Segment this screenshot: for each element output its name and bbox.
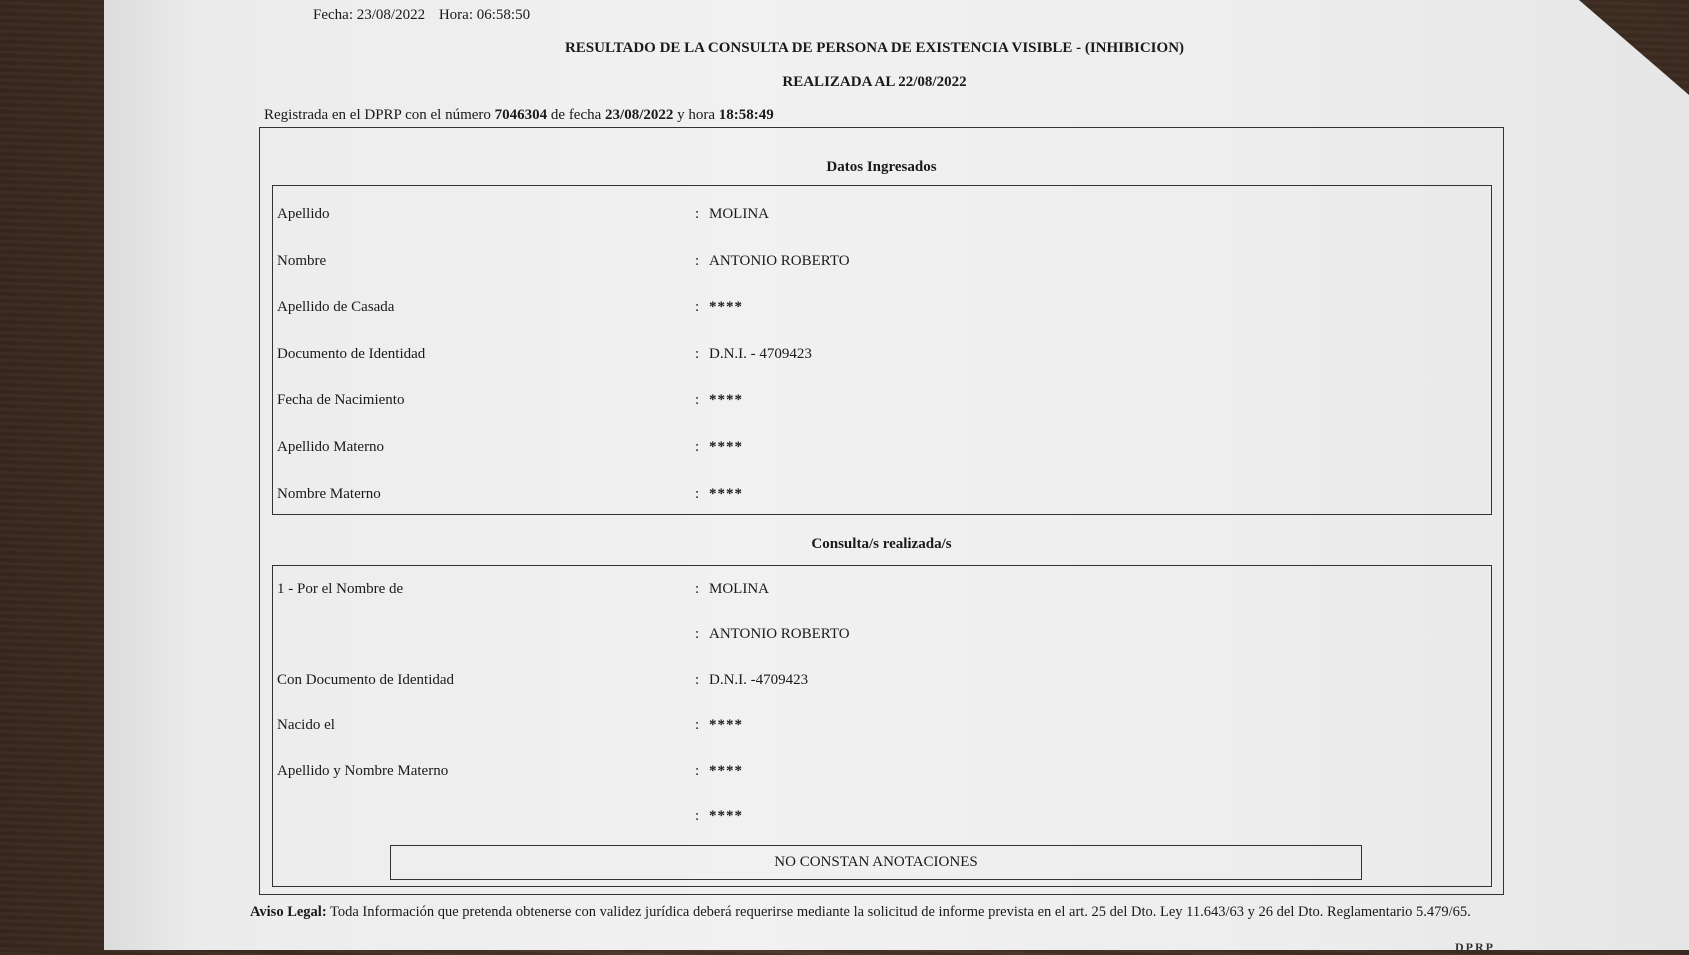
- row-sep: :: [695, 392, 700, 408]
- result-frame: [259, 127, 1504, 895]
- row-label: 1 - Por el Nombre de: [277, 581, 404, 597]
- row-value: D.N.I. -4709423: [709, 672, 809, 688]
- row-sep: :: [695, 253, 700, 269]
- row-value: MOLINA: [709, 581, 769, 597]
- row-value: D.N.I. - 4709423: [709, 346, 812, 362]
- datos-row: [273, 392, 1491, 414]
- row-label: Nombre Materno: [277, 486, 381, 502]
- row-sep: :: [695, 439, 700, 455]
- row-sep: :: [695, 486, 700, 502]
- consulta-row: [273, 672, 1491, 694]
- footer-mark: DPRP: [1455, 940, 1495, 954]
- row-label: Documento de Identidad: [277, 346, 426, 362]
- consulta-row: [273, 581, 1491, 603]
- row-value: ANTONIO ROBERTO: [709, 253, 850, 269]
- row-label: Apellido de Casada: [277, 299, 395, 315]
- document-title: RESULTADO DE LA CONSULTA DE PERSONA DE EXISTENCIA VISIBLE - (INHIBICION): [564, 40, 1185, 56]
- row-sep: :: [695, 672, 700, 688]
- header-datetime: [313, 7, 540, 24]
- registro-numero: 7046304: [494, 107, 548, 123]
- row-sep: :: [695, 717, 700, 733]
- datos-ingresados-title: Datos Ingresados: [826, 159, 937, 175]
- row-value: ANTONIO ROBERTO: [709, 626, 850, 642]
- row-value: MOLINA: [709, 206, 769, 222]
- row-label: Con Documento de Identidad: [277, 672, 455, 688]
- row-sep: :: [695, 808, 700, 824]
- consulta-title: Consulta/s realizada/s: [811, 536, 952, 552]
- row-value: ****: [709, 486, 743, 502]
- row-value: ****: [709, 392, 743, 408]
- row-sep: :: [695, 206, 700, 222]
- header-hora: Hora: 06:58:50: [438, 7, 531, 23]
- row-label: Nombre: [277, 253, 327, 269]
- row-sep: :: [695, 581, 700, 597]
- row-value: ****: [709, 808, 743, 824]
- no-constan-anotaciones-box: NO CONSTAN ANOTACIONES: [390, 845, 1362, 880]
- row-sep: :: [695, 626, 700, 642]
- consulta-box: [272, 565, 1492, 887]
- row-value: ****: [709, 299, 743, 315]
- row-label: Apellido Materno: [277, 439, 385, 455]
- datos-row: [273, 206, 1491, 228]
- row-label: Fecha de Nacimiento: [277, 392, 405, 408]
- row-value: ****: [709, 439, 743, 455]
- registro-prefix: Registrada en el DPRP con el número: [264, 107, 491, 123]
- datos-row: [273, 346, 1491, 368]
- row-label: Apellido: [277, 206, 330, 222]
- row-label: Apellido y Nombre Materno: [277, 763, 449, 779]
- row-label: Nacido el: [277, 717, 335, 733]
- consulta-row: [273, 808, 1491, 830]
- consulta-row: [273, 717, 1491, 739]
- consulta-row: [273, 626, 1491, 648]
- datos-row: [273, 486, 1491, 508]
- datos-row: [273, 253, 1491, 275]
- header-fecha: Fecha: 23/08/2022: [313, 7, 426, 23]
- row-value: ****: [709, 717, 743, 733]
- aviso-text: Toda Información que pretenda obtenerse con validez jurídica deberá requerirse mediante la solicitud de informe prevista en el art. 25 del Dto. Ley 11.643/63 y 26 del Dto. Reglamentario 5.479/65.: [330, 904, 1471, 920]
- row-sep: :: [695, 763, 700, 779]
- consulta-row: [273, 763, 1491, 785]
- registro-line: [264, 107, 774, 124]
- registro-mid2: y hora: [677, 107, 716, 123]
- row-sep: :: [695, 299, 700, 315]
- datos-row: [273, 299, 1491, 321]
- registro-fecha: 23/08/2022: [605, 107, 674, 123]
- row-value: ****: [709, 763, 743, 779]
- document-subtitle: REALIZADA AL 22/08/2022: [782, 74, 967, 90]
- datos-row: [273, 439, 1491, 461]
- aviso-label: Aviso Legal:: [250, 904, 327, 920]
- aviso-legal: [250, 903, 1500, 922]
- registro-hora: 18:58:49: [718, 107, 774, 123]
- registro-mid: de fecha: [550, 107, 602, 123]
- row-sep: :: [695, 346, 700, 362]
- datos-ingresados-box: [272, 185, 1492, 515]
